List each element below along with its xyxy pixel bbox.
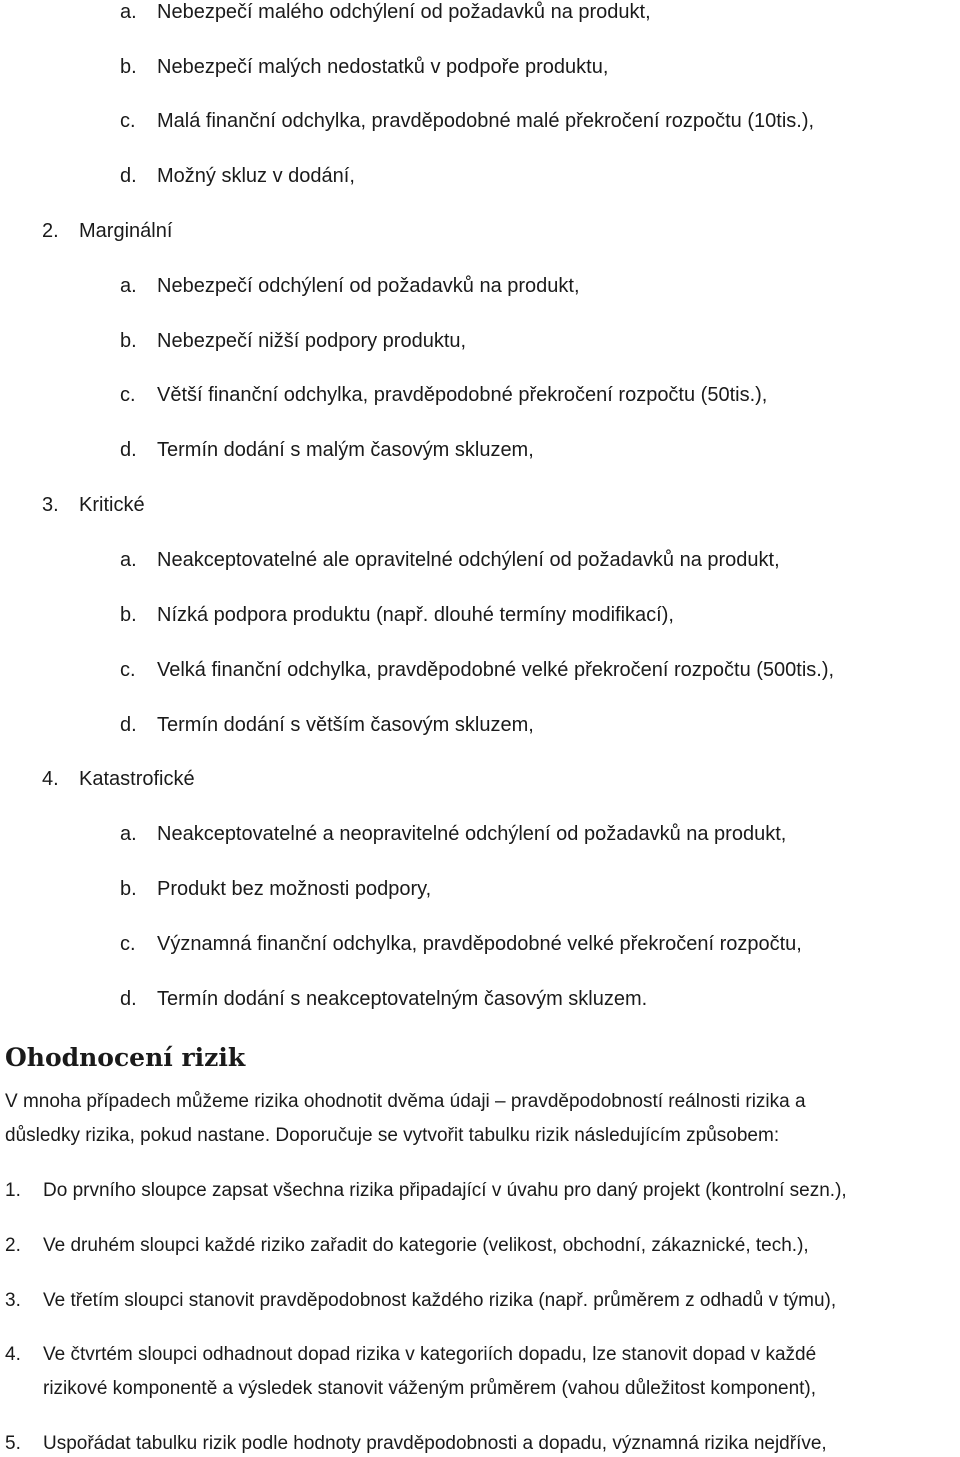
item-marker: c. [120,933,136,955]
item-marker: b. [120,56,137,78]
item-text: Nebezpečí nižší podpory produktu, [157,330,467,352]
item-text: Velká finanční odchylka, pravděpodobné velké překročení rozpočtu (500tis.), [157,659,835,681]
item-marker: d. [120,439,137,461]
group-title: Kritické [79,494,145,516]
item-text: Nebezpečí malých nedostatků v podpoře produktu, [157,56,609,78]
step-marker: 3. [5,1290,21,1311]
item-marker: c. [120,659,136,681]
group-title: Katastrofické [79,768,195,790]
item-marker: b. [120,878,137,900]
item-marker: a. [120,1,137,23]
item-text: Termín dodání s malým časovým skluzem, [157,439,534,461]
step-text: rizikové komponentě a výsledek stanovit váženým průměrem (vahou důležitost komponent), [43,1378,817,1399]
item-text: Nebezpečí malého odchýlení od požadavků na produkt, [157,1,651,23]
item-marker: a. [120,275,137,297]
item-marker: a. [120,549,137,571]
step-marker: 5. [5,1433,21,1454]
step-text: Ve druhém sloupci každé riziko zařadit do kategorie (velikost, obchodní, zákaznické, tech.), [43,1235,809,1256]
item-text: Malá finanční odchylka, pravděpodobné malé překročení rozpočtu (10tis.), [157,110,815,132]
item-marker: c. [120,384,136,406]
group-marker: 4. [42,768,59,790]
item-text: Významná finanční odchylka, pravděpodobné velké překročení rozpočtu, [157,933,802,955]
item-marker: d. [120,714,137,736]
item-marker: d. [120,165,137,187]
step-marker: 4. [5,1344,21,1365]
intro-line-2: důsledky rizika, pokud nastane. Doporučuje se vytvořit tabulku rizik následujícím způsobem: [5,1125,780,1146]
step-text: Ve čtvrtém sloupci odhadnout dopad rizika v kategoriích dopadu, lze stanovit dopad v každé [43,1344,817,1365]
item-marker: c. [120,110,136,132]
step-marker: 1. [5,1180,21,1201]
intro-line-1: V mnoha případech můžeme rizika ohodnotit dvěma údaji – pravděpodobností reálnosti rizika a [5,1091,806,1112]
group-marker: 2. [42,220,59,242]
item-text: Větší finanční odchylka, pravděpodobné překročení rozpočtu (50tis.), [157,384,768,406]
group-marker: 3. [42,494,59,516]
item-text: Termín dodání s neakceptovatelným časovým skluzem. [157,988,648,1010]
step-text: Do prvního sloupce zapsat všechna rizika připadající v úvahu pro daný projekt (kontrolní sezn.), [43,1180,847,1201]
step-text: Uspořádat tabulku rizik podle hodnoty pravděpodobnosti a dopadu, významná rizika nejdříve, [43,1433,827,1454]
item-marker: d. [120,988,137,1010]
step-marker: 2. [5,1235,21,1256]
section-heading: Ohodnocení rizik [5,1043,246,1072]
item-text: Nízká podpora produktu (např. dlouhé termíny modifikací), [157,604,674,626]
item-marker: b. [120,604,137,626]
item-text: Nebezpečí odchýlení od požadavků na produkt, [157,275,580,297]
item-marker: b. [120,330,137,352]
item-text: Možný skluz v dodání, [157,165,355,187]
step-text: Ve třetím sloupci stanovit pravděpodobnost každého rizika (např. průměrem z odhadů v týmu), [43,1290,837,1311]
item-text: Termín dodání s větším časovým skluzem, [157,714,534,736]
item-text: Produkt bez možnosti podpory, [157,878,432,900]
item-marker: a. [120,823,137,845]
item-text: Neakceptovatelné ale opravitelné odchýlení od požadavků na produkt, [157,549,780,571]
group-title: Marginální [79,220,173,242]
item-text: Neakceptovatelné a neopravitelné odchýlení od požadavků na produkt, [157,823,787,845]
